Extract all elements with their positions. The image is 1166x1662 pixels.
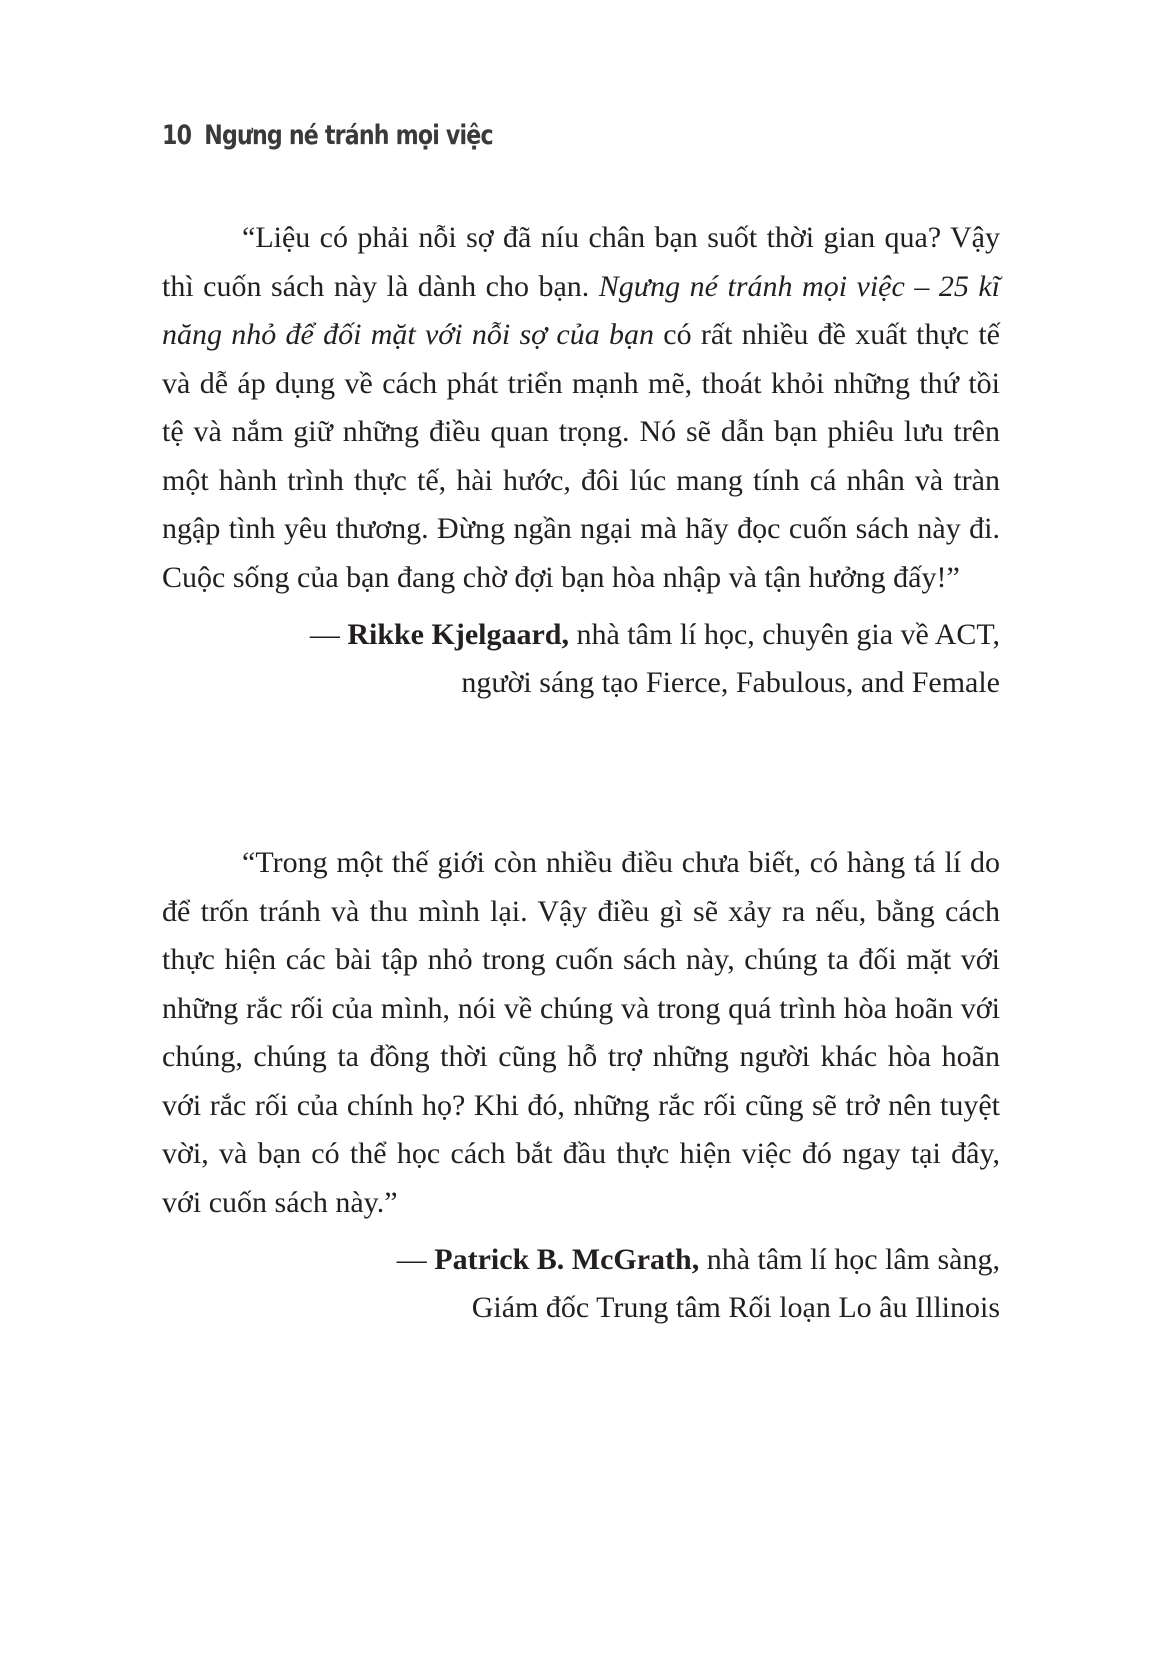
author-name: Rikke Kjelgaard,	[347, 618, 569, 651]
author-credential: nhà tâm lí học lâm sàng,	[699, 1243, 1000, 1276]
quote-text-part: “Liệu có phải nỗi sợ đã níu chân bạn suốt thời gian qua? Vậy thì cuốn sách này là dành cho bạn.	[162, 221, 1000, 303]
quote-text: “Trong một thế giới còn nhiều điều chưa biết, có hàng tá lí do để trốn tránh và thu mình lại. Vậy điều gì sẽ xảy ra nếu, bằng cách thực hiện các bài tập nhỏ trong cuốn sách này, chúng ta đối mặt với những rắc rối của mình, nói về chúng và trong quá trình hòa hoãn với chúng, chúng ta đồng thời cũng hỗ trợ những người khác hòa hoãn với rắc rối của chính họ? Khi đó, những rắc rối cũng sẽ trở nên tuyệt vời, và bạn có thể học cách bắt đầu thực hiện việc đó ngay tại đây, với cuốn sách này.”	[162, 846, 1000, 1219]
attribution-line	[162, 611, 1000, 659]
quote-attribution	[162, 1236, 1000, 1332]
testimonial-quote	[162, 839, 1000, 1332]
italic-book-title: Ngưng né tránh mọi việc – 25 kĩ năng nhỏ để đối mặt với nỗi sợ của bạn	[162, 269, 1000, 351]
quote-text	[162, 214, 1000, 602]
quote-attribution	[162, 611, 1000, 707]
author-credential: người sáng tạo Fierce, Fabulous, and Female	[461, 666, 1000, 699]
author-name: Patrick B. McGrath,	[434, 1243, 700, 1276]
attribution-line	[162, 1236, 1000, 1284]
running-header-title: Ngưng né tránh mọi việc	[204, 120, 493, 151]
author-credential: nhà tâm lí học, chuyên gia về ACT,	[568, 618, 1000, 651]
author-credential: Giám đốc Trung tâm Rối loạn Lo âu Illinois	[471, 1291, 1000, 1324]
page-number: 10	[162, 120, 192, 151]
quote-text-part: có rất nhiều đề xuất thực tế và dễ áp dụng về cách phát triển mạnh mẽ, thoát khỏi những thứ tồi tệ và nắm giữ những điều quan trọng. Nó sẽ dẫn bạn phiêu lưu trên một hành trình thực tế, hài hước, đôi lúc mang tính cá nhân và tràn ngập tình yêu thương. Đừng ngần ngại mà hãy đọc cuốn sách này đi. Cuộc sống của bạn đang chờ đợi bạn hòa nhập và tận hưởng đấy!”	[162, 318, 1000, 594]
running-header	[162, 120, 493, 151]
em-dash: —	[396, 1243, 435, 1276]
testimonial-quote	[162, 214, 1000, 707]
em-dash: —	[309, 618, 348, 651]
